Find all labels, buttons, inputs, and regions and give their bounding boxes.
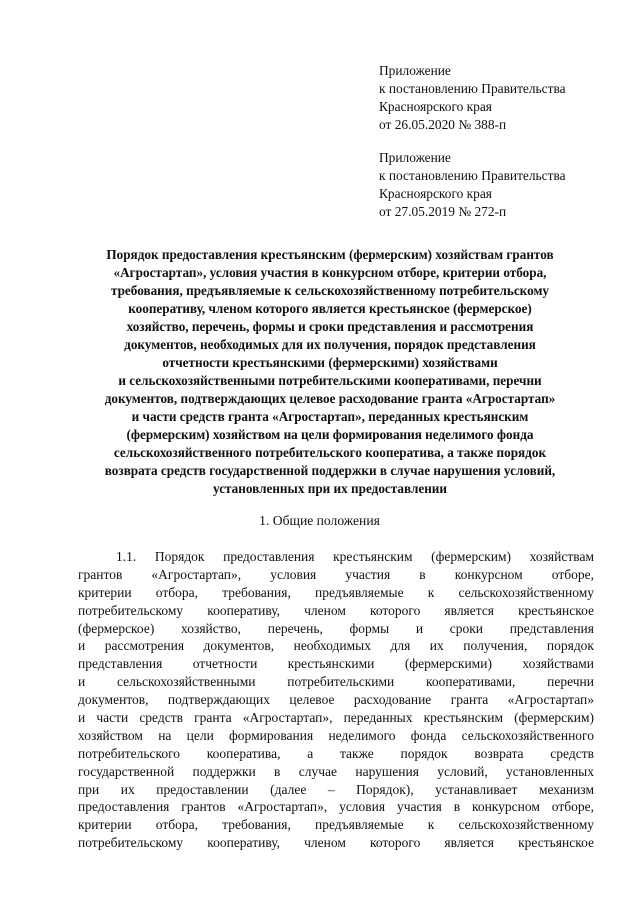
paragraph-line: грантов «Агростартап», условия участия в конкурсном отборе, <box>78 566 594 582</box>
paragraph-line: и рассмотрения документов, необходимых для их получения, порядок <box>78 638 594 654</box>
paragraph-line: критерии отбора, требования, предъявляемые к сельскохозяйственному <box>78 584 594 600</box>
title-line: установленных при их предоставлении <box>213 481 447 496</box>
appendix-block-2020 <box>379 62 629 134</box>
title-line: кооперативу, членом которого является крестьянское (фермерское) <box>128 301 532 316</box>
paragraph-line: потребительскому кооперативу, членом которого является крестьянское <box>78 602 594 618</box>
title-line: хозяйство, перечень, формы и сроки представления и рассмотрения <box>126 319 534 334</box>
paragraph-line: (фермерское) хозяйство, перечень, формы и сроки представления <box>78 620 594 636</box>
paragraph-line: документов, подтверждающих целевое расходование гранта «Агростартап» <box>78 692 594 708</box>
appendix-block-2019 <box>379 149 629 221</box>
paragraph-line: потребительского кооператива, а также порядок возврата средств <box>78 745 594 761</box>
paragraph-line: государственной поддержки в случае нарушения условий, установленных <box>78 763 594 779</box>
paragraph-line: 1.1. Порядок предоставления крестьянским (фермерским) хозяйствам <box>116 549 594 564</box>
section-heading: 1. Общие положения <box>259 513 380 528</box>
title-line: и сельскохозяйственными потребительскими кооперативами, перечни <box>118 373 542 388</box>
title-line: сельскохозяйственного потребительского кооператива, а также порядок <box>113 445 547 460</box>
paragraph-line: и части средств гранта «Агростартап», переданных крестьянским (фермерским) <box>78 710 594 726</box>
title-line: Порядок предоставления крестьянским (фермерским) хозяйствам грантов <box>106 247 554 262</box>
paragraph-line: и сельскохозяйственными потребительскими кооперативами, перечни <box>78 674 594 690</box>
appendix-line: Приложение <box>379 150 451 165</box>
title-line: требования, предъявляемые к сельскохозяйственному потребительскому <box>110 283 550 298</box>
title-line: отчетности крестьянскими (фермерскими) хозяйствами <box>162 355 498 370</box>
appendix-line: к постановлению Правительства <box>379 168 566 183</box>
appendix-line: Красноярского края <box>379 99 492 114</box>
body-paragraph <box>78 548 594 852</box>
paragraph-line: хозяйством на цели формирования неделимого фонда сельскохозяйственного <box>78 727 594 743</box>
appendix-date-line: от 27.05.2019 № 272-п <box>379 204 507 219</box>
title-line: и части средств гранта «Агростартап», переданных крестьянским <box>131 409 529 424</box>
appendix-line: к постановлению Правительства <box>379 81 566 96</box>
title-line: (фермерским) хозяйством на цели формирования неделимого фонда <box>126 427 534 442</box>
paragraph-line: при их предоставлении (далее – Порядок), устанавливает механизм <box>78 781 594 797</box>
title-line: «Агростартап», условия участия в конкурсном отборе, критерии отбора, <box>113 265 547 280</box>
appendix-date-line: от 26.05.2020 № 388-п <box>379 117 507 132</box>
paragraph-line: критерии отбора, требования, предъявляемые к сельскохозяйственному <box>78 817 594 833</box>
paragraph-line: потребительскому кооперативу, членом которого является крестьянское <box>78 835 594 851</box>
title-line: документов, подтверждающих целевое расходование гранта «Агростартап» <box>104 391 556 406</box>
paragraph-line: представления отчетности крестьянскими (фермерскими) хозяйствами <box>78 656 594 672</box>
paragraph-line: предоставления грантов «Агростартап», условия участия в конкурсном отборе, <box>78 799 594 815</box>
appendix-line: Приложение <box>379 63 451 78</box>
document-title <box>70 246 590 498</box>
title-line: документов, необходимых для их получения, порядок представления <box>124 337 536 352</box>
appendix-line: Красноярского края <box>379 186 492 201</box>
title-line: возврата средств государственной поддержки в случае нарушения условий, <box>104 463 556 478</box>
